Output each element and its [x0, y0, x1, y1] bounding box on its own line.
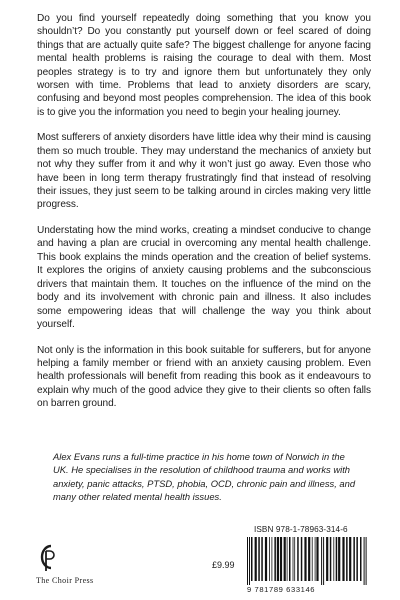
publisher-logo: [36, 542, 126, 592]
blurb-paragraph-2: Most sufferers of anxiety disorders have little idea why their mind is causing them so much trouble. They may understand the mechanics of anxiety but not why they suffer from it and why it won’t just go away. Even those who have been in long term therapy frustratingly find that instead of resolving their issues, they just seem to be talking around in circles making very little progress.: [37, 132, 371, 211]
author-bio: Alex Evans runs a full-time practice in his home town of Norwich in the UK. He specialises in the resolution of childhood trauma and works with anxiety, panic attacks, PTSD, phobia, OCD, chronic pain and illness, and many other related mental health issues.: [53, 451, 356, 502]
barcode-digits: 9 781789 633146: [247, 585, 316, 594]
publisher-name: The Choir Press: [36, 576, 94, 585]
isbn-label: ISBN 978-1-78963-314-6: [254, 525, 348, 534]
price-label: £9.99: [212, 560, 235, 570]
blurb-paragraph-3: Understating how the mind works, creating a mindset conducive to change and having a plan are crucial in overcoming any mental health challenge. This book explains the minds operation and the creation of belief systems. It explores the origins of anxiety causing problems and the subconscious drivers that maintain them. It touches on the influence of the mind on the body and its involvement with chronic pain and illness. It also includes some empowering ideas that will challenge the way you think about yourself.: [37, 225, 371, 330]
ean13-barcode-icon: [245, 537, 367, 585]
back-cover-blurb: [37, 12, 371, 423]
blurb-paragraph-4: Not only is the information in this book suitable for sufferers, but for anyone helping a family member or friend with an anxiety causing problem. Even health professionals will benefit from reading this book as it endeavours to explain why much of the good advice they give to their clients so often falls on barren ground.: [37, 344, 371, 410]
blurb-paragraph-1: Do you find yourself repeatedly doing something that you know you shouldn’t? Do you constantly put yourself down or feel scared of doing things that are actually quite safe? The biggest challenge for anyone facing mental health problems is raising the courage to deal with them. Most peoples strategy is to try and ignore them but unfortunately they only worsen with time. Problems that lead to anxiety disorders are scary, confusing and beyond most peoples comprehension. The idea of this book is to give you the information you need to begin your healing journey.: [37, 13, 371, 118]
choir-press-cp-monogram-icon: [36, 542, 58, 572]
